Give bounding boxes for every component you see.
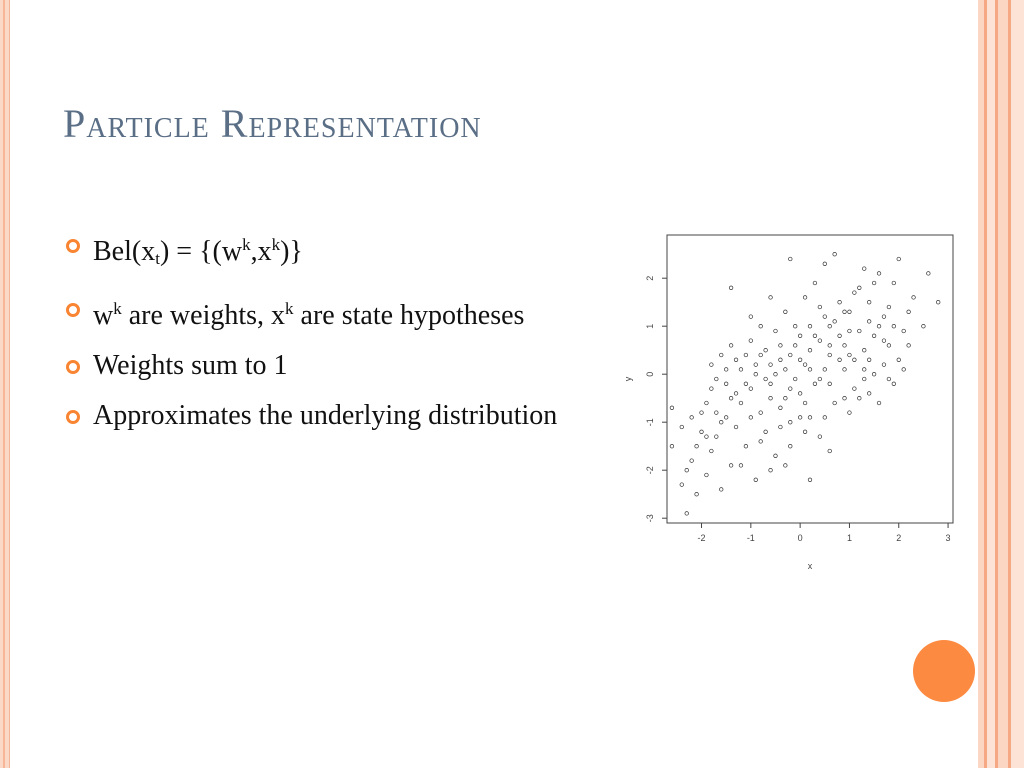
y-tick-label: -2 xyxy=(645,466,655,475)
scatter-point xyxy=(769,382,773,386)
scatter-point xyxy=(779,344,783,348)
y-tick-label: 0 xyxy=(645,371,655,377)
scatter-point xyxy=(710,387,714,391)
scatter-point xyxy=(862,267,866,271)
scatter-point xyxy=(907,344,911,348)
bullet-text: k xyxy=(285,299,294,318)
scatter-point xyxy=(754,363,758,367)
bullet-text: k xyxy=(271,235,281,254)
scatter-point xyxy=(897,257,901,261)
scatter-point xyxy=(739,368,743,372)
scatter-point xyxy=(828,449,832,453)
bullet-text: )} xyxy=(280,236,303,267)
x-tick-label: 0 xyxy=(797,533,803,543)
scatter-point xyxy=(793,344,797,348)
scatter-point xyxy=(818,339,822,343)
scatter-point xyxy=(853,387,857,391)
scatter-point xyxy=(922,324,926,328)
scatter-point xyxy=(902,329,906,333)
scatter-point xyxy=(734,392,738,396)
scatter-point xyxy=(936,300,940,304)
x-tick-label: 2 xyxy=(896,533,902,543)
scatter-point xyxy=(833,401,837,405)
scatter-point xyxy=(858,286,862,290)
scatter-point xyxy=(892,281,896,285)
scatter-point xyxy=(788,420,792,424)
scatter-point xyxy=(808,368,812,372)
right-stripes-decoration xyxy=(978,0,1024,768)
scatter-point xyxy=(788,353,792,357)
scatter-point xyxy=(759,440,763,444)
scatter-point xyxy=(685,468,689,472)
left-border-decoration xyxy=(0,0,10,768)
bullet-list xyxy=(62,225,582,446)
scatter-point xyxy=(719,353,723,357)
scatter-point xyxy=(818,435,822,439)
scatter-point xyxy=(715,435,719,439)
scatter-point xyxy=(877,272,881,276)
bullet-icon xyxy=(66,239,80,253)
bullet-icon xyxy=(66,410,80,424)
bullet-text: t xyxy=(155,249,160,268)
scatter-point xyxy=(808,416,812,420)
scatter-point xyxy=(710,449,714,453)
x-axis-label: x xyxy=(807,561,813,571)
scatter-point xyxy=(808,478,812,482)
scatter-point xyxy=(843,344,847,348)
scatter-point xyxy=(759,353,763,357)
scatter-point xyxy=(867,300,871,304)
bullet-text: k xyxy=(242,235,251,254)
scatter-point xyxy=(769,296,773,300)
scatter-point xyxy=(784,396,788,400)
scatter-point xyxy=(833,252,837,256)
scatter-point xyxy=(818,305,822,309)
scatter-point xyxy=(700,411,704,415)
scatter-point xyxy=(784,310,788,314)
y-tick-label: -3 xyxy=(645,514,655,523)
y-axis-label: y xyxy=(623,376,633,382)
scatter-point xyxy=(779,425,783,429)
stripe xyxy=(987,0,995,768)
scatter-point xyxy=(803,401,807,405)
scatter-point xyxy=(803,430,807,434)
scatter-point xyxy=(813,281,817,285)
scatter-point xyxy=(784,464,788,468)
scatter-point xyxy=(774,454,778,458)
stripe xyxy=(998,0,1008,768)
scatter-point xyxy=(744,353,748,357)
scatter-point xyxy=(729,344,733,348)
left-border-line xyxy=(3,0,5,768)
bullet-text: ) = {(w xyxy=(159,236,243,267)
bullet-item xyxy=(62,346,582,385)
bullet-item xyxy=(62,289,582,335)
scatter-point xyxy=(719,420,723,424)
x-tick-label: -2 xyxy=(697,533,706,543)
scatter-point xyxy=(818,377,822,381)
scatter-point xyxy=(823,315,827,319)
scatter-point xyxy=(858,329,862,333)
x-tick-label: -1 xyxy=(746,533,755,543)
scatter-point xyxy=(813,334,817,338)
bullet-text: ,x xyxy=(250,236,272,267)
scatter-point xyxy=(862,377,866,381)
scatter-point xyxy=(813,382,817,386)
bullet-text: Weights sum to 1 xyxy=(93,350,288,381)
scatter-point xyxy=(882,315,886,319)
scatter-point xyxy=(798,416,802,420)
bullet-text: are state hypotheses xyxy=(293,300,525,331)
scatter-point xyxy=(774,372,778,376)
scatter-point xyxy=(690,416,694,420)
scatter-point xyxy=(754,372,758,376)
scatter-point xyxy=(779,358,783,362)
scatter-point xyxy=(734,425,738,429)
scatter-point xyxy=(759,411,763,415)
bullet-item xyxy=(62,225,582,278)
scatter-point xyxy=(848,411,852,415)
bullet-text: Approximates the underlying distribution xyxy=(93,400,558,431)
y-tick-label: -1 xyxy=(645,418,655,427)
scatter-point xyxy=(769,396,773,400)
scatter-point xyxy=(848,329,852,333)
scatter-point xyxy=(788,257,792,261)
scatter-point xyxy=(887,377,891,381)
scatter-point xyxy=(769,468,773,472)
scatter-point xyxy=(838,334,842,338)
scatter-point xyxy=(749,339,753,343)
scatter-point xyxy=(853,358,857,362)
scatter-point xyxy=(729,396,733,400)
scatter-point xyxy=(907,310,911,314)
scatter-point xyxy=(710,363,714,367)
scatter-point xyxy=(877,324,881,328)
bullet-text: k xyxy=(113,299,122,318)
bullet-icon xyxy=(66,360,80,374)
scatter-point xyxy=(872,334,876,338)
scatter-point xyxy=(892,324,896,328)
scatter-point xyxy=(912,296,916,300)
scatter-point xyxy=(715,411,719,415)
scatter-point xyxy=(877,401,881,405)
scatter-point xyxy=(788,387,792,391)
scatter-point xyxy=(843,396,847,400)
scatter-point xyxy=(744,444,748,448)
scatter-chart xyxy=(610,225,970,580)
scatter-point xyxy=(715,377,719,381)
scatter-point xyxy=(798,358,802,362)
bullet-text: Bel(x xyxy=(93,236,156,267)
scatter-point xyxy=(690,459,694,463)
scatter-point xyxy=(724,416,728,420)
x-tick-label: 1 xyxy=(846,533,852,543)
scatter-point xyxy=(848,353,852,357)
scatter-point xyxy=(862,348,866,352)
scatter-point xyxy=(749,315,753,319)
scatter-point xyxy=(793,324,797,328)
scatter-point xyxy=(897,358,901,362)
scatter-point xyxy=(887,305,891,309)
scatter-point xyxy=(808,324,812,328)
bullet-icon xyxy=(66,303,80,317)
scatter-point xyxy=(828,344,832,348)
scatter-point xyxy=(739,464,743,468)
plot-frame xyxy=(667,235,953,523)
scatter-point xyxy=(823,368,827,372)
scatter-point xyxy=(764,377,768,381)
scatter-point xyxy=(695,492,699,496)
scatter-point xyxy=(739,401,743,405)
scatter-point xyxy=(734,358,738,362)
scatter-point xyxy=(670,444,674,448)
orange-circle-decoration xyxy=(913,640,975,702)
scatter-point xyxy=(843,368,847,372)
scatter-point xyxy=(803,296,807,300)
scatter-point xyxy=(927,272,931,276)
scatter-point xyxy=(769,363,773,367)
scatter-point xyxy=(774,329,778,333)
y-tick-label: 1 xyxy=(645,323,655,329)
scatter-point xyxy=(680,425,684,429)
scatter-point xyxy=(779,406,783,410)
stripe xyxy=(1011,0,1024,768)
scatter-point xyxy=(828,324,832,328)
y-tick-label: 2 xyxy=(645,275,655,281)
scatter-point xyxy=(882,339,886,343)
scatter-point xyxy=(848,310,852,314)
scatter-point xyxy=(680,483,684,487)
scatter-point xyxy=(887,344,891,348)
scatter-point xyxy=(719,488,723,492)
bullet-text: are weights, x xyxy=(121,300,286,331)
bullet-item xyxy=(62,396,582,435)
scatter-point xyxy=(882,363,886,367)
scatter-point xyxy=(798,392,802,396)
scatter-point xyxy=(749,416,753,420)
scatter-point xyxy=(872,281,876,285)
scatter-point xyxy=(705,401,709,405)
scatter-point xyxy=(764,348,768,352)
scatter-point xyxy=(705,473,709,477)
scatter-point xyxy=(749,387,753,391)
scatter-point xyxy=(784,368,788,372)
scatter-point xyxy=(828,382,832,386)
scatter-point xyxy=(695,444,699,448)
scatter-point xyxy=(700,430,704,434)
scatter-point xyxy=(685,512,689,516)
bullet-text: w xyxy=(93,300,114,331)
scatter-point xyxy=(754,478,758,482)
scatter-point xyxy=(902,368,906,372)
scatter-point xyxy=(872,372,876,376)
x-tick-label: 3 xyxy=(945,533,951,543)
scatter-point xyxy=(867,358,871,362)
scatter-point xyxy=(729,286,733,290)
scatter-point xyxy=(803,363,807,367)
slide-title: Particle Representation xyxy=(63,101,482,146)
scatter-point xyxy=(724,368,728,372)
scatter-point xyxy=(828,353,832,357)
scatter-point xyxy=(862,368,866,372)
scatter-point xyxy=(729,464,733,468)
scatter-point xyxy=(724,382,728,386)
scatter-point xyxy=(867,392,871,396)
scatter-point xyxy=(808,348,812,352)
scatter-point xyxy=(744,382,748,386)
scatter-point xyxy=(833,320,837,324)
scatter-point xyxy=(853,291,857,295)
scatter-point xyxy=(892,382,896,386)
scatter-point xyxy=(705,435,709,439)
scatter-point xyxy=(798,334,802,338)
scatter-point xyxy=(867,320,871,324)
scatter-point xyxy=(858,396,862,400)
scatter-point xyxy=(759,324,763,328)
scatter-point xyxy=(823,262,827,266)
scatter-point xyxy=(793,377,797,381)
scatter-point xyxy=(788,444,792,448)
scatter-point xyxy=(823,416,827,420)
scatter-point xyxy=(838,300,842,304)
scatter-point xyxy=(764,430,768,434)
scatter-point xyxy=(843,310,847,314)
scatter-point xyxy=(670,406,674,410)
scatter-point xyxy=(838,358,842,362)
